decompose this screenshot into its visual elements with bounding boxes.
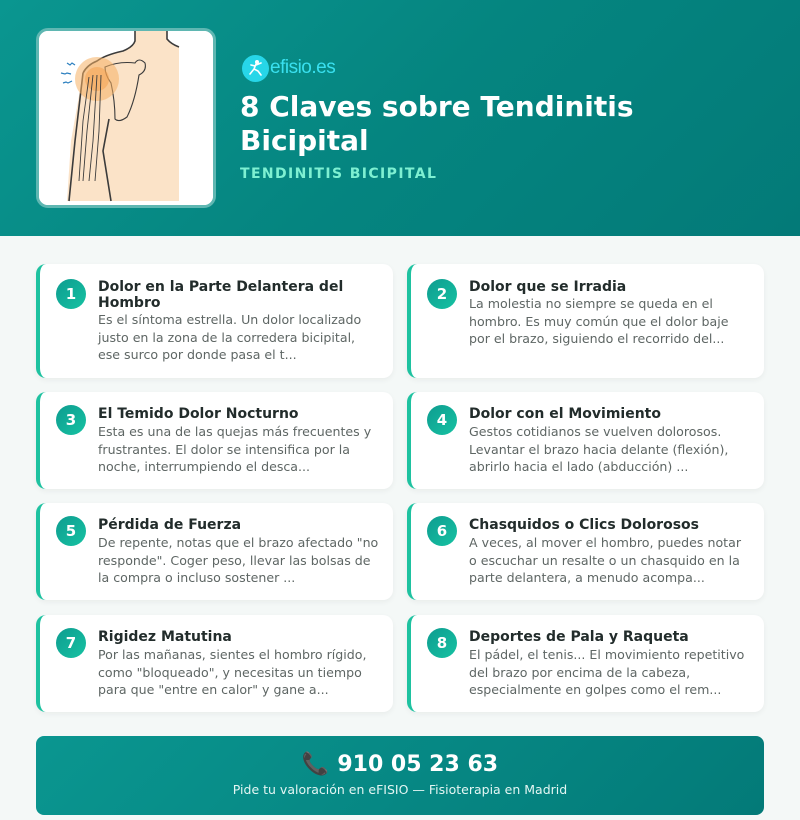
shoulder-illustration-icon: [39, 31, 213, 205]
card-title: Dolor con el Movimiento: [469, 406, 661, 422]
number-badge: 6: [427, 516, 457, 546]
cta-subtitle: Pide tu valoración en eFISIO — Fisioterapia en Madrid: [232, 782, 568, 797]
card-body: Es el síntoma estrella. Un dolor localizado justo en la zona de la corredera bicipital, ese surco por donde pasa el t...: [98, 312, 362, 362]
number-badge: 3: [56, 405, 86, 435]
number-badge: 5: [56, 516, 86, 546]
page-subtitle: TENDINITIS BICIPITAL: [240, 166, 438, 182]
card-body: La molestia no siempre se queda en el hombro. Es muy común que el dolor baje por el brazo, siguiendo el recorrido del...: [469, 296, 729, 346]
number-badge: 7: [56, 628, 86, 658]
card-body: A veces, al mover el hombro, puedes notar o escuchar un resalte o un chasquido en la parte delantera, a menudo acompa...: [469, 535, 741, 585]
header-banner: [0, 0, 800, 236]
number-badge: 2: [427, 279, 457, 309]
card-title: Dolor en la Parte Delantera del Hombro: [98, 279, 344, 311]
logo-figure-icon: [242, 55, 269, 82]
card-title: Chasquidos o Clics Dolorosos: [469, 517, 699, 533]
card-title: Rigidez Matutina: [98, 629, 232, 645]
key-card-1: [36, 264, 393, 378]
key-card-3: [36, 392, 393, 489]
card-body: Gestos cotidianos se vuelven dolorosos. Levantar el brazo hacia delante (flexión), abrirlo hacia el lado (abducción) ...: [469, 424, 729, 474]
key-card-6: [407, 503, 764, 600]
card-title: Deportes de Pala y Raqueta: [469, 629, 689, 645]
number-badge: 8: [427, 628, 457, 658]
key-card-8: [407, 615, 764, 712]
phone-number-link[interactable]: [36, 752, 764, 777]
key-card-2: [407, 264, 764, 378]
number-badge: 1: [56, 279, 86, 309]
card-body: Por las mañanas, sientes el hombro rígido, como "bloqueado", y necesitas un tiempo para que "entre en calor" y gane a...: [98, 647, 367, 697]
card-title: Dolor que se Irradia: [469, 279, 627, 295]
phone-icon: 📞: [301, 752, 330, 777]
card-body: De repente, notas que el brazo afectado "no responde". Coger peso, llevar las bolsas de la compra o incluso sostener ...: [98, 535, 379, 585]
brand-logo[interactable]: [242, 54, 335, 82]
number-badge: 4: [427, 405, 457, 435]
card-title: Pérdida de Fuerza: [98, 517, 242, 533]
card-body: El pádel, el tenis... El movimiento repetitivo del brazo por encima de la cabeza, especialmente en golpes como el rem...: [469, 647, 745, 697]
logo-text: efisio.es: [270, 57, 336, 78]
key-card-5: [36, 503, 393, 600]
hero-image: [36, 28, 216, 208]
call-to-action-banner[interactable]: [36, 736, 764, 815]
card-body: Esta es una de las quejas más frecuentes y frustrantes. El dolor se intensifica por la noche, interrumpiendo el desca...: [98, 424, 372, 474]
phone-number: 910 05 23 63: [337, 752, 499, 777]
key-card-4: [407, 392, 764, 489]
key-card-7: [36, 615, 393, 712]
card-title: El Temido Dolor Nocturno: [98, 406, 299, 422]
page-title: 8 Claves sobre Tendinitis Bicipital: [240, 90, 634, 157]
